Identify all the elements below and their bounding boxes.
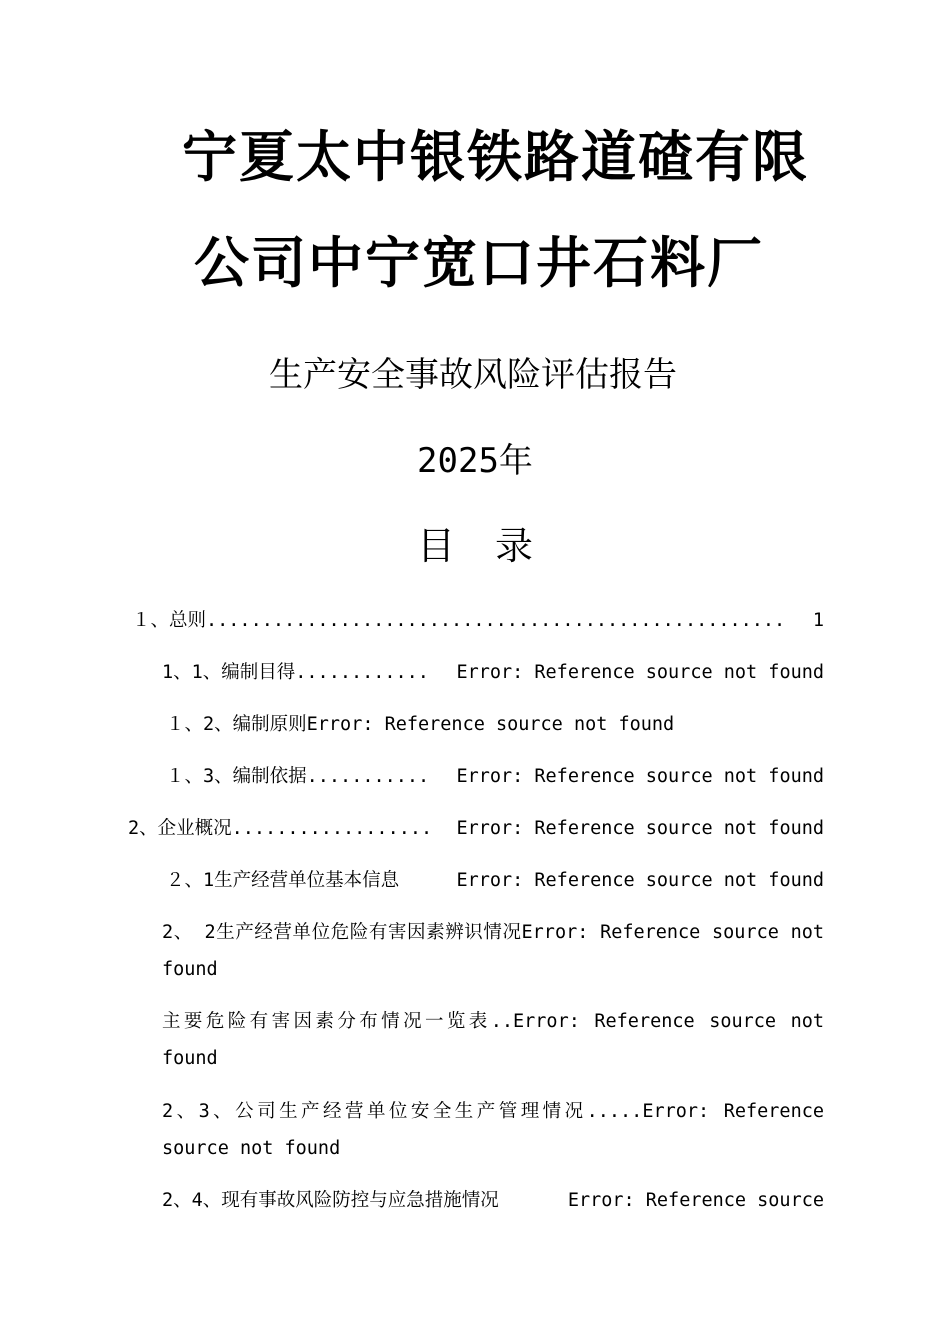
- toc-entry-page: Error: Reference source: [567, 1190, 824, 1211]
- toc-entry-page: Error: Reference source not found: [162, 922, 824, 980]
- toc-entry-text: 主要危险有害因素分布情况一览表: [162, 1011, 491, 1032]
- toc-entry[interactable]: [162, 1192, 824, 1211]
- toc-entry[interactable]: [166, 768, 824, 787]
- toc-entry-leader: ...........: [306, 768, 430, 787]
- toc-entry-text: １、2、编制原则: [166, 714, 307, 735]
- report-year: 2025年: [417, 441, 533, 481]
- toc-entry-leader: [399, 872, 456, 891]
- toc-entry-page: Error: Reference source not found: [162, 1011, 824, 1069]
- toc-entry-page: Error: Reference source not found: [162, 1101, 824, 1159]
- toc-entry-leader: ............: [295, 664, 429, 683]
- toc-entry-leader: ..: [490, 1011, 514, 1032]
- toc-entry-text: 2、4、现有事故风险防控与应急措施情况: [162, 1190, 499, 1211]
- toc-entry[interactable]: [132, 612, 824, 631]
- toc-heading: [0, 524, 950, 568]
- toc-entry-text: 1、1、编制目得: [162, 662, 296, 683]
- toc-entry-page: Error: Reference source not found: [306, 714, 675, 735]
- toc-entry-leader: ....................................................: [206, 612, 786, 631]
- toc-entry-text: 2、企业概况: [128, 818, 232, 839]
- toc-entry-text: 2、3、公司生产经营单位安全生产管理情况: [162, 1101, 587, 1122]
- toc-heading-char-2: 录: [495, 524, 534, 568]
- toc-entry[interactable]: [162, 1093, 824, 1167]
- toc-entry-page: 1: [812, 610, 824, 631]
- toc-entry-leader: .....: [586, 1101, 643, 1122]
- title-line-1: 宁夏太中银铁路道碴有限: [182, 125, 810, 189]
- toc-entry[interactable]: [166, 872, 824, 891]
- title-line-2: 公司中宁宽口井石料厂: [194, 231, 765, 295]
- report-subtitle: 生产安全事故风险评估报告: [269, 355, 677, 395]
- toc-entry[interactable]: [162, 664, 824, 683]
- toc-entry-leader: ..................: [231, 820, 433, 839]
- toc-entry-text: 2、 2生产经营单位危险有害因素辨识情况: [162, 922, 522, 943]
- toc-heading-char-1: 目: [416, 524, 455, 568]
- toc-entry-text: １、总则: [132, 610, 207, 631]
- toc-entry[interactable]: [162, 914, 824, 988]
- toc-entry-page: Error: Reference source not found: [456, 766, 824, 787]
- toc-entry[interactable]: [128, 820, 824, 839]
- toc-entry-text: ２、1生产经营单位基本信息: [166, 870, 400, 891]
- toc-entry-page: Error: Reference source not found: [456, 870, 824, 891]
- toc-entry-page: Error: Reference source not found: [456, 662, 824, 683]
- toc-entry-page: Error: Reference source not found: [456, 818, 824, 839]
- toc-entry-text: １、3、编制依据: [166, 766, 307, 787]
- toc-entry-leader: [499, 1192, 568, 1211]
- toc-entry[interactable]: [162, 1003, 824, 1077]
- toc-entry[interactable]: [166, 716, 674, 735]
